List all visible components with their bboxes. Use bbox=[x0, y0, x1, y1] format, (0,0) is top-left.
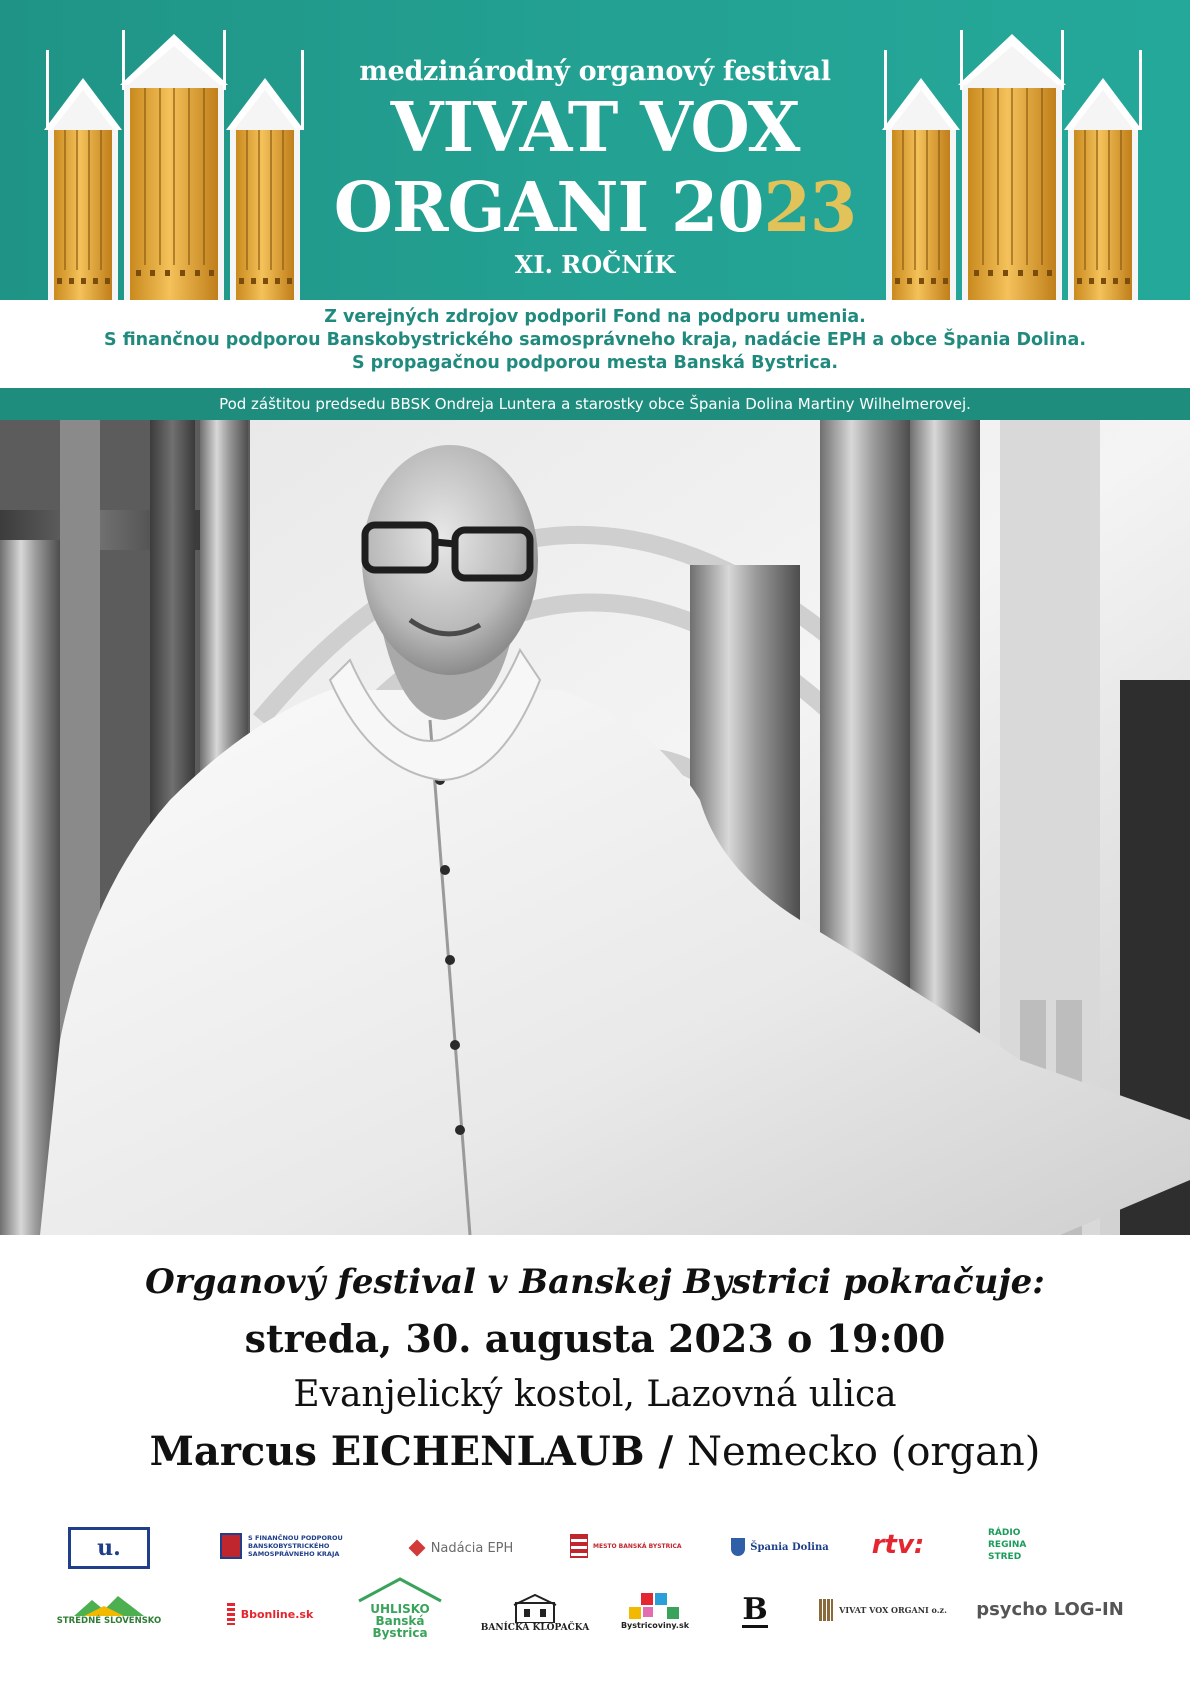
event-performer bbox=[0, 1428, 1190, 1475]
festival-title-year-accent: 23 bbox=[763, 168, 857, 248]
eph-diamond-icon bbox=[402, 1533, 522, 1563]
organ-pipes-illustration-right bbox=[882, 30, 1144, 300]
performer-name: Marcus EICHENLAUB bbox=[149, 1428, 645, 1475]
sponsor-14-label: VIVAT VOX ORGANI o.z. bbox=[839, 1605, 947, 1615]
festival-subtitle: medzinárodný organový festival bbox=[359, 56, 831, 87]
organ-pipes-illustration-left bbox=[44, 30, 306, 300]
sponsor-11-label: BANÍCKA KLOPAČKA bbox=[480, 1623, 590, 1633]
patronage-banner: Pod záštitou predsedu BBSK Ondreja Luntera a starostky obce Špania Dolina Martiny Wilhelmerovej. bbox=[0, 388, 1190, 420]
festival-edition: XI. ROČNÍK bbox=[514, 250, 676, 279]
festival-title-line2 bbox=[300, 168, 890, 248]
sponsor-12-label: Bystricoviny.sk bbox=[620, 1620, 690, 1630]
village-crest-icon bbox=[730, 1533, 830, 1561]
sponsor-5-label: Špania Dolina bbox=[750, 1541, 829, 1553]
psycho-logo-icon bbox=[975, 1591, 1125, 1627]
city-crest-icon bbox=[570, 1531, 690, 1561]
event-date-time: streda, 30. augusta 2023 o 19:00 bbox=[244, 1316, 946, 1361]
festival-header bbox=[0, 0, 1190, 300]
sponsor-15-label: psycho LOG-IN bbox=[976, 1598, 1124, 1620]
building-logo-icon bbox=[480, 1583, 590, 1643]
radio-logo-icon bbox=[988, 1529, 1088, 1561]
festival-title-line1: VIVAT VOX bbox=[390, 88, 800, 168]
colored-squares-icon bbox=[629, 1593, 681, 1621]
support-statement bbox=[0, 306, 1190, 375]
event-venue: Evanjelický kostol, Lazovná ulica bbox=[293, 1374, 897, 1415]
performer-separator: / bbox=[644, 1428, 687, 1475]
support-line-1: Z verejných zdrojov podporil Fond na podporu umenia. bbox=[324, 307, 866, 327]
ministry-logo-icon bbox=[68, 1527, 150, 1569]
sponsor-4-label: MESTO BANSKÁ BYSTRICA bbox=[593, 1542, 682, 1550]
sponsor-logos bbox=[40, 1515, 1150, 1665]
sponsor-2-label: S FINANČNOU PODPOROU BANSKOBYSTRICKÉHO SAMOSPRÁVNEHO KRAJA bbox=[248, 1534, 343, 1558]
sponsor-9-label: Bbonline.sk bbox=[240, 1607, 314, 1621]
house-roof-icon bbox=[355, 1577, 445, 1603]
performer-photo bbox=[0, 420, 1190, 1235]
support-line-2: S finančnou podporou Banskobystrického samosprávneho kraja, nadácie EPH a obce Špania Dolina. bbox=[104, 330, 1086, 350]
festival-title bbox=[300, 88, 890, 248]
rtvs-logo-icon bbox=[858, 1527, 938, 1563]
region-logo-icon bbox=[54, 1587, 164, 1633]
squares-logo-icon bbox=[605, 1585, 705, 1637]
sponsor-1-label: u. bbox=[97, 1535, 121, 1561]
sponsor-7-label: RÁDIO REGINA STRED bbox=[988, 1528, 1027, 1562]
event-intro: Organový festival v Banskej Bystrici pokračuje: bbox=[145, 1262, 1045, 1302]
bbsk-crest-icon bbox=[220, 1529, 400, 1563]
house-logo-icon bbox=[345, 1577, 455, 1639]
sponsor-6-label: rtv: bbox=[871, 1530, 925, 1560]
sponsor-13-label: B bbox=[742, 1591, 768, 1627]
sponsor-10-label: UHLISKO Banská Bystrica bbox=[370, 1602, 430, 1640]
sponsor-8-label: STREDNÉ SLOVENSKO bbox=[56, 1616, 162, 1626]
festival-title-line2-main: ORGANI 20 bbox=[333, 168, 764, 248]
bbonline-logo-icon bbox=[220, 1599, 320, 1629]
region-hills-icon bbox=[74, 1594, 144, 1616]
performer-detail: Nemecko (organ) bbox=[687, 1429, 1041, 1475]
support-line-3: S propagačnou podporou mesta Banská Bystrica. bbox=[351, 353, 839, 373]
building-icon bbox=[512, 1593, 558, 1623]
organ-logo-icon bbox=[808, 1595, 958, 1625]
sponsor-3-label: Nadácia EPH bbox=[430, 1540, 514, 1556]
bb-logo-icon bbox=[720, 1589, 790, 1633]
